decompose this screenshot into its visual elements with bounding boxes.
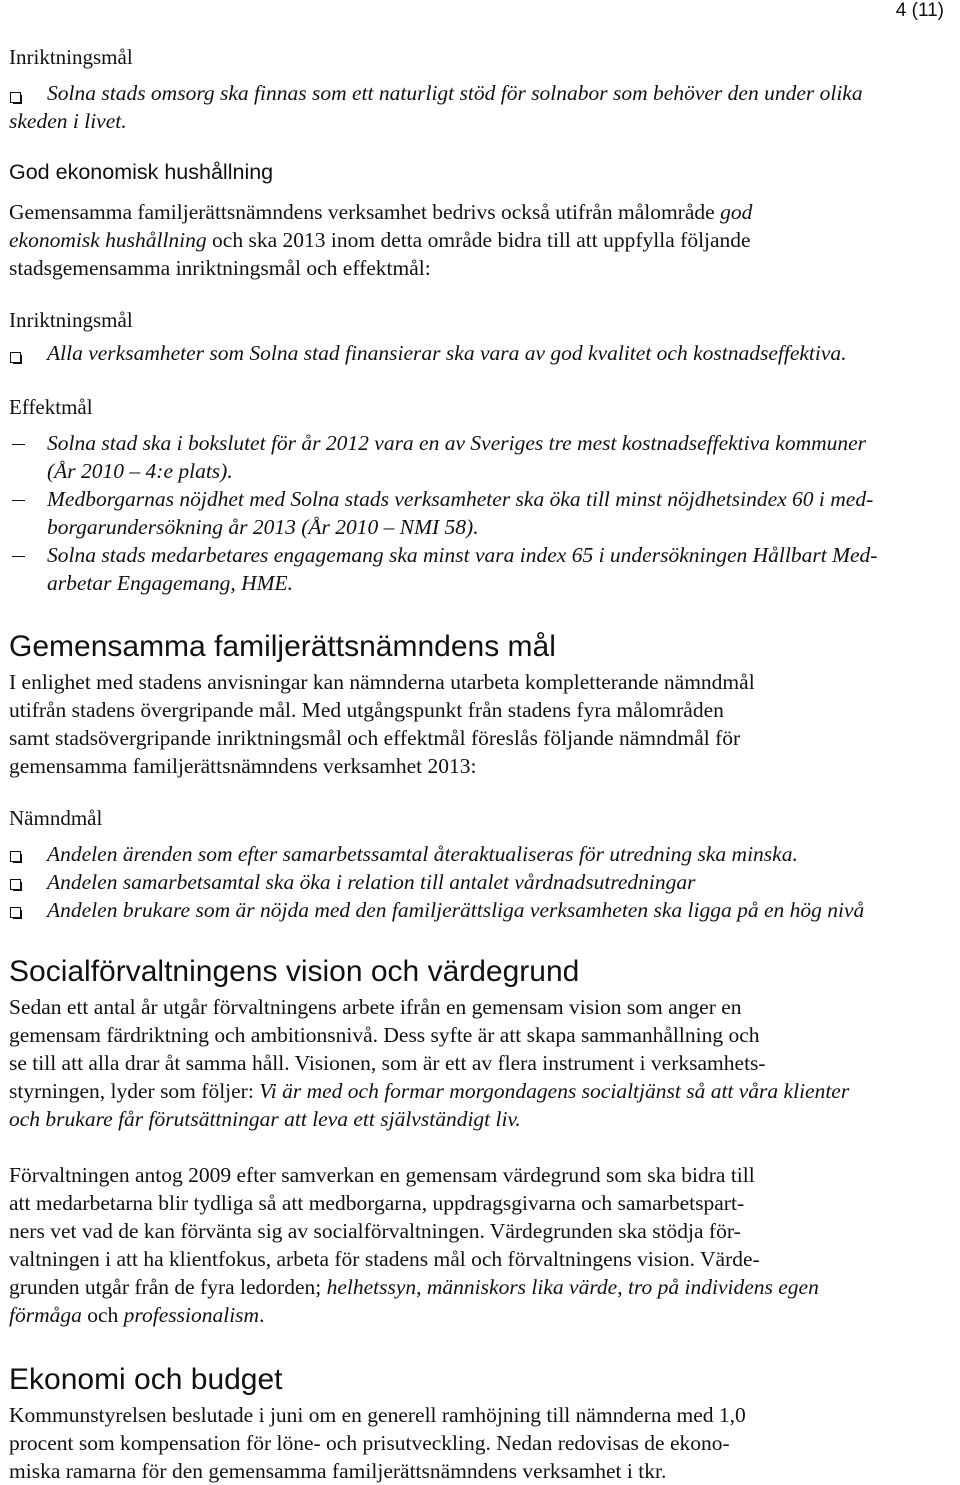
checkbox-bullet-icon <box>10 92 21 103</box>
paragraph-line: miska ramarna för den gemensamma familjerättsnämndens verksamhet i tkr. <box>9 1459 667 1483</box>
effektmal-item-line: Medborgarnas nöjdhet med Solna stads verksamheter ska öka till minst nöjdhetsindex 60 i med- <box>47 487 874 511</box>
effektmal-item-line: Solna stads medarbetares engagemang ska minst vara index 65 i undersökningen Hållbart Med- <box>47 543 878 567</box>
paragraph-line <box>9 226 751 254</box>
text-run-italic: professionalism <box>123 1303 260 1327</box>
heading-gemensamma-familjerattsnamndens-mal: Gemensamma familjerättsnämndens mål <box>9 630 556 663</box>
text-run: . <box>259 1303 265 1327</box>
namndmal-item: Andelen brukare som är nöjda med den familjerättsliga verksamheten ska ligga på en hög nivå <box>47 898 865 922</box>
text-run-italic: Vi är med och formar morgondagens socialtjänst så att våra klienter <box>259 1079 850 1103</box>
text-run-italic: tro på individens egen <box>627 1275 819 1299</box>
paragraph-line: att medarbetarna blir tydliga så att medborgarna, uppdragsgivarna och samarbetspart- <box>9 1191 745 1215</box>
paragraph-line <box>9 198 752 226</box>
dash-bullet-icon <box>12 444 25 445</box>
text-run-italic: ekonomisk hushållning <box>9 228 207 252</box>
heading-inriktningsmal-1: Inriktningsmål <box>9 45 133 69</box>
paragraph-line <box>9 1273 819 1301</box>
heading-effektmal: Effektmål <box>9 395 93 419</box>
bullet-text-line: Alla verksamheter som Solna stad finansierar ska vara av god kvalitet och kostnadseffektiva. <box>47 341 847 365</box>
bullet-text-line: Solna stads omsorg ska finnas som ett naturligt stöd för solnabor som behöver den under olika <box>47 81 863 105</box>
text-run: , <box>416 1275 427 1299</box>
paragraph-line: valtningen i att ha klientfokus, arbeta för stadens mål och förvaltningens vision. Värde- <box>9 1247 760 1271</box>
paragraph-line: Förvaltningen antog 2009 efter samverkan en gemensam värdegrund som ska bidra till <box>9 1163 755 1187</box>
paragraph-line: gemensamma familjerättsnämndens verksamhet 2013: <box>9 754 477 778</box>
checkbox-bullet-icon <box>10 352 21 363</box>
heading-god-ekonomisk-hushallning: God ekonomisk hushållning <box>9 160 274 184</box>
paragraph-line: procent som kompensation för löne- och prisutveckling. Nedan redovisas de ekono- <box>9 1431 730 1455</box>
paragraph-line <box>9 1077 849 1105</box>
text-run: och <box>81 1303 124 1327</box>
paragraph-line: Sedan ett antal år utgår förvaltningens arbete ifrån en gemensam vision som anger en <box>9 995 742 1019</box>
checkbox-bullet-icon <box>10 851 21 862</box>
heading-ekonomi-och-budget: Ekonomi och budget <box>9 1363 283 1396</box>
checkbox-bullet-icon <box>10 907 21 918</box>
text-run: Gemensamma familjerättsnämndens verksamhet bedrivs också utifrån målområde <box>9 200 721 224</box>
paragraph-line: gemensam färdriktning och ambitionsnivå. Dess syfte är att skapa sammanhållning och <box>9 1023 760 1047</box>
text-run-italic: god <box>720 200 753 224</box>
paragraph-line <box>9 1301 264 1329</box>
heading-namndmal: Nämndmål <box>9 806 103 830</box>
text-run: , <box>617 1275 628 1299</box>
paragraph-line: och brukare får förutsättningar att leva ett självständigt liv. <box>9 1107 521 1131</box>
text-run: och ska 2013 inom detta område bidra till att uppfylla följande <box>206 228 751 252</box>
bullet-text-line: skeden i livet. <box>9 109 127 133</box>
paragraph-line: I enlighet med stadens anvisningar kan nämnderna utarbeta kompletterande nämndmål <box>9 670 755 694</box>
paragraph-line: stadsgemensamma inriktningsmål och effektmål: <box>9 256 431 280</box>
paragraph-line: ners vet vad de kan förvänta sig av socialförvaltningen. Värdegrunden ska stödja för- <box>9 1219 741 1243</box>
namndmal-item: Andelen ärenden som efter samarbetssamtal återaktualiseras för utredning ska minska. <box>47 842 798 866</box>
dash-bullet-icon <box>12 556 25 557</box>
text-run: grunden utgår från de fyra ledorden; <box>9 1275 327 1299</box>
text-run-italic: förmåga <box>9 1303 82 1327</box>
paragraph-line: Kommunstyrelsen beslutade i juni om en generell ramhöjning till nämnderna med 1,0 <box>9 1403 746 1427</box>
text-run-italic: människors lika värde <box>426 1275 618 1299</box>
heading-vision-och-vardegrund: Socialförvaltningens vision och värdegrund <box>9 955 580 988</box>
page-number: 4 (11) <box>895 0 944 21</box>
effektmal-item-line: (År 2010 – 4:e plats). <box>47 459 233 483</box>
paragraph-line: utifrån stadens övergripande mål. Med utgångspunkt från stadens fyra målområden <box>9 698 724 722</box>
checkbox-bullet-icon <box>10 879 21 890</box>
text-run: styrningen, lyder som följer: <box>9 1079 260 1103</box>
heading-inriktningsmal-2: Inriktningsmål <box>9 308 133 332</box>
namndmal-item: Andelen samarbetsamtal ska öka i relation till antalet vårdnadsutredningar <box>47 870 696 894</box>
text-run-italic: helhetssyn <box>326 1275 417 1299</box>
paragraph-line: se till att alla drar åt samma håll. Visionen, som är ett av flera instrument i verksamhets- <box>9 1051 766 1075</box>
effektmal-item-line: borgarundersökning år 2013 (År 2010 – NMI 58). <box>47 515 479 539</box>
effektmal-item-line: arbetar Engagemang, HME. <box>47 571 294 595</box>
effektmal-item-line: Solna stad ska i bokslutet för år 2012 vara en av Sveriges tre mest kostnadseffektiva kommuner <box>47 431 867 455</box>
paragraph-line: samt stadsövergripande inriktningsmål och effektmål föreslås följande nämndmål för <box>9 726 741 750</box>
dash-bullet-icon <box>12 500 25 501</box>
